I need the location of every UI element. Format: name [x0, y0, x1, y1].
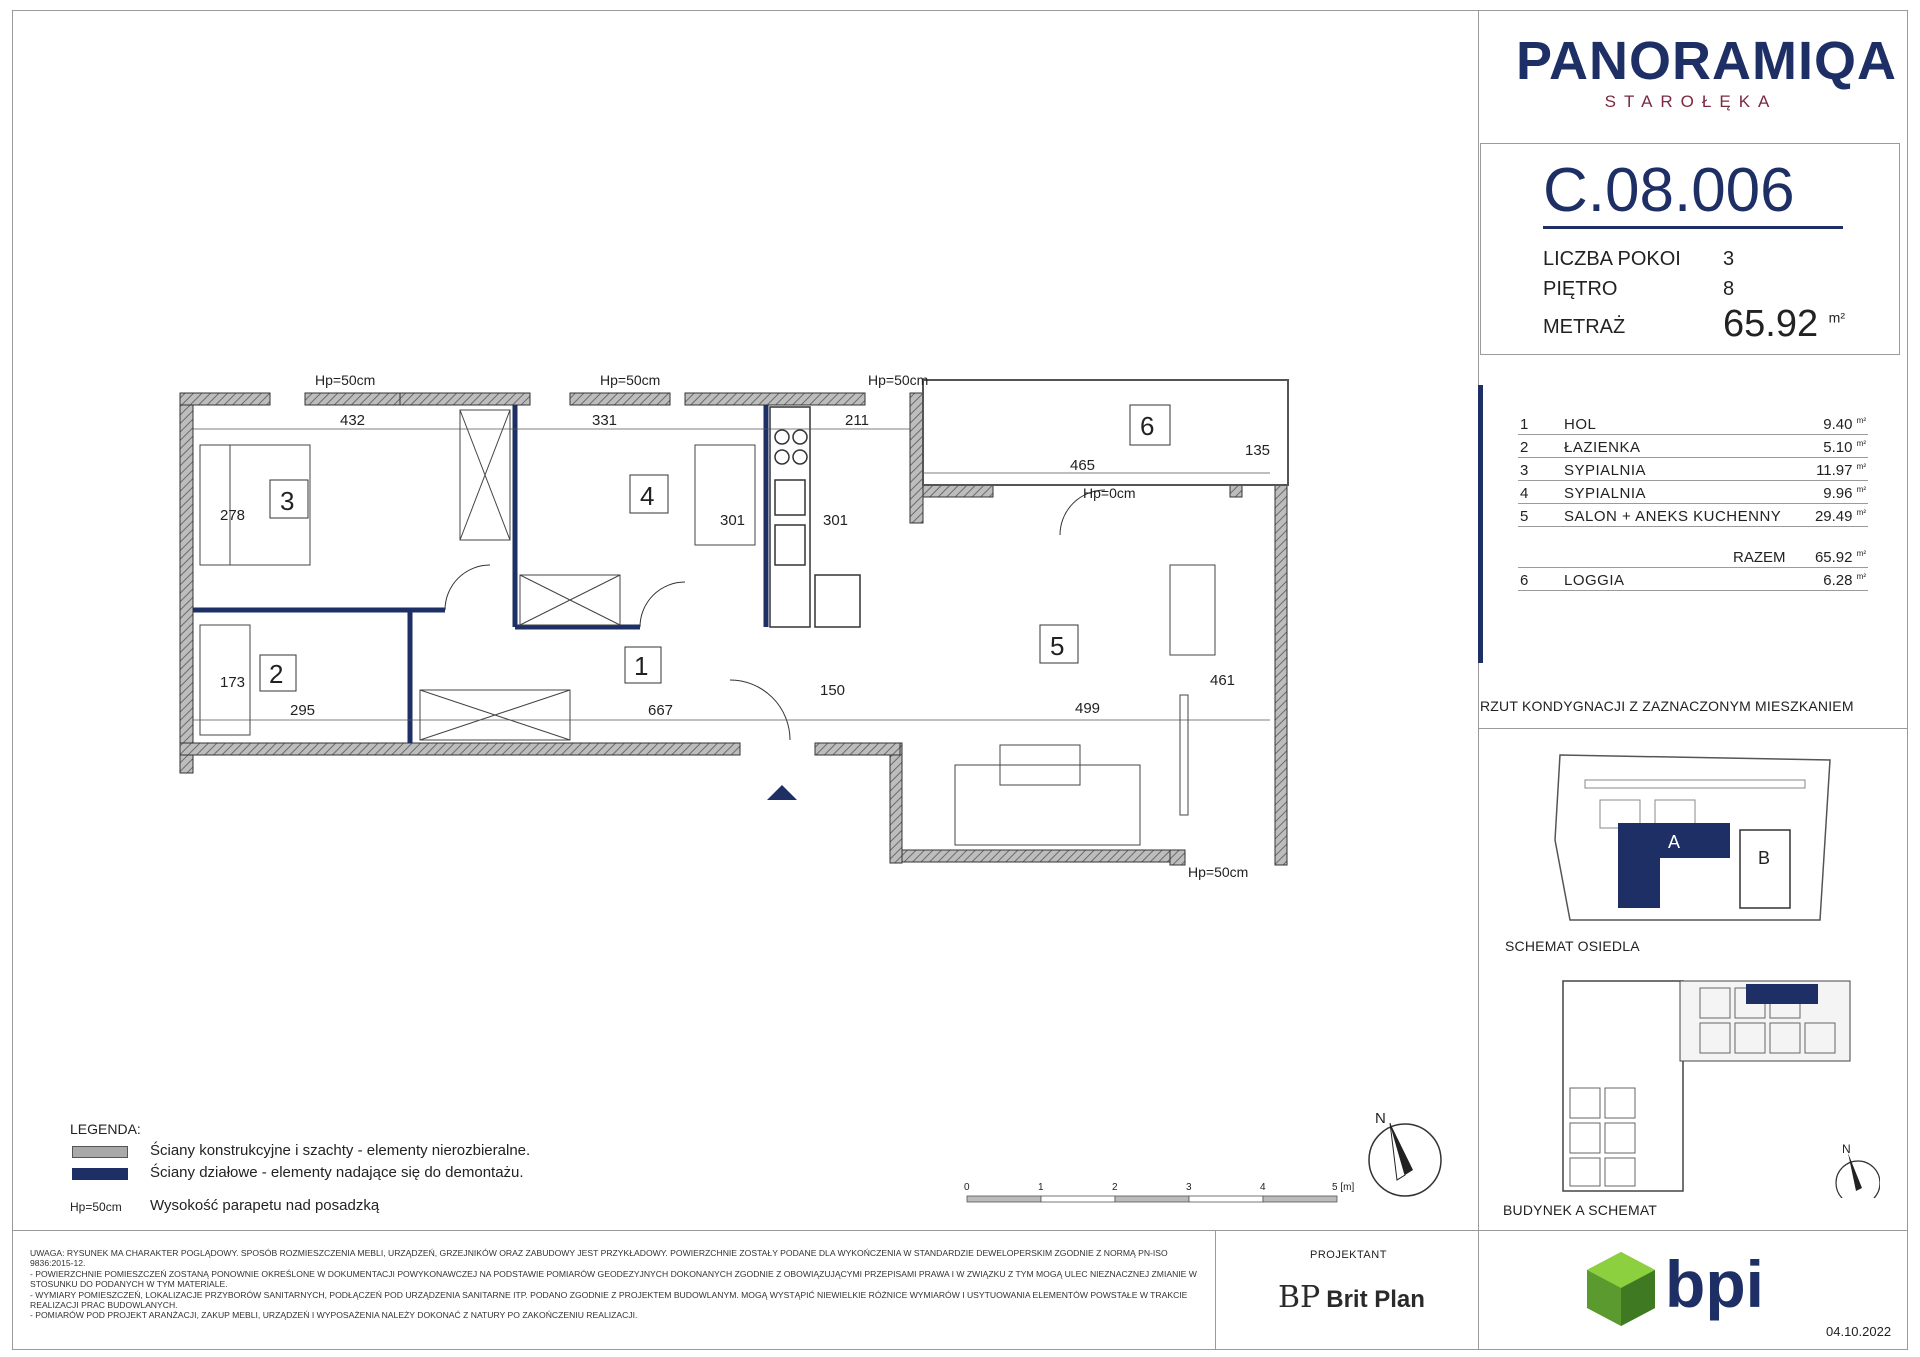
building-a-label: A: [1668, 832, 1681, 852]
note-line: - POWIERZCHNIE POMIESZCZEŃ ZOSTANĄ PONOWNIE OKREŚLONE W DOKUMENTACJI POWYKONAWCZEJ NA PODSTAWIE POMIARÓW GEODEZYJNYCH DOKONANYCH ZGODNIE Z OBOWIĄZUJĄCYMI PRZEPISAMI PRAWA I W ZWIĄZKU Z TYM MOGĄ ULEC NIEZNACZNEJ ZMIANIE W STOSUNKU DO PODANYCH W TYM MATERIALE.: [30, 1268, 1197, 1290]
room-area-value: 9.96: [1823, 485, 1853, 502]
floor-label: PIĘTRO: [1543, 278, 1618, 300]
room-number-2: 2: [269, 659, 284, 689]
room-num: 1: [1520, 416, 1529, 433]
room-area-value: 5.10: [1823, 439, 1853, 456]
legend-structural-text: Ściany konstrukcyjne i szachty - elementy nierozbieralne.: [150, 1142, 531, 1159]
total-area-unit: m²: [1856, 549, 1866, 558]
room-num: 4: [1520, 485, 1529, 502]
room-name: ŁAZIENKA: [1564, 439, 1641, 456]
disclaimer-notes: [30, 1248, 1200, 1321]
footer-divider: [12, 1230, 1908, 1231]
schema-divider: [1478, 728, 1908, 729]
rooms-table-accent-bar: [1478, 385, 1483, 663]
dim-text: 499: [1075, 700, 1101, 717]
room-row: [1518, 413, 1868, 435]
north-arrow: [1355, 1105, 1455, 1205]
partition-walls: [193, 405, 766, 743]
scale-bar: [965, 1192, 1345, 1212]
north-label-small: N: [1842, 1142, 1851, 1156]
north-label: N: [1375, 1110, 1386, 1127]
sill-label: Hp=50cm: [600, 372, 661, 388]
loggia-row: [1518, 569, 1868, 591]
room-area-value: 29.49: [1814, 508, 1853, 525]
room-num: 3: [1520, 462, 1529, 479]
room-labels: [260, 405, 1170, 691]
rooms-count-value: 3: [1723, 248, 1735, 270]
dim-text: 135: [1245, 442, 1271, 459]
room-name: SALON + ANEKS KUCHENNY: [1564, 508, 1782, 525]
brand-location: STAROŁĘKA: [1604, 92, 1778, 111]
dimension-lines: [193, 429, 1270, 720]
document-date: 04.10.2022: [1826, 1324, 1892, 1339]
loggia-name: LOGGIA: [1564, 572, 1625, 589]
room-row: [1518, 459, 1868, 481]
legend-sill-text: Wysokość parapetu nad posadzką: [150, 1197, 380, 1214]
dim-text: 461: [1210, 672, 1236, 689]
structural-walls: [180, 393, 1287, 865]
room-area: [1823, 416, 1866, 433]
room-area-unit: m²: [1856, 485, 1866, 494]
building-b-shape: [1740, 830, 1790, 908]
dim-text: 173: [220, 674, 246, 691]
area-unit: m²: [1828, 309, 1845, 326]
rooms-count-label: LICZBA POKOI: [1543, 248, 1681, 270]
room-number-5: 5: [1050, 631, 1065, 661]
architect-name: Brit Plan: [1326, 1286, 1425, 1313]
estate-schema-label: SCHEMAT OSIEDLA: [1505, 938, 1640, 954]
dim-text: 432: [340, 412, 366, 429]
entrance-arrow: [767, 785, 797, 800]
dim-text: 667: [648, 702, 674, 719]
loggia-outline: [923, 380, 1288, 485]
total-area: [1815, 549, 1866, 566]
building-schema: [1560, 978, 1880, 1198]
note-line: UWAGA: RYSUNEK MA CHARAKTER POGLĄDOWY. SPOSÓB ROZMIESZCZENIA MEBLI, URZĄDZEŃ, GRZEJNIKÓW ORAZ ZABUDOWY JEST PRZYKŁADOWY. POWIERZCHNIE ZOSTAŁY PODANE DLA WYKOŃCZENIA W STANDARDZIE DEWELOPERSKIM ZGODNIE Z NORMĄ PN-ISO 9836:2015-12.: [30, 1248, 1168, 1269]
loggia-num: 6: [1520, 572, 1529, 589]
dim-text: 301: [823, 512, 849, 529]
legend-partition-swatch: [72, 1168, 128, 1180]
room-area-unit: m²: [1856, 416, 1866, 425]
scale-tick: 1: [1038, 1182, 1044, 1193]
dim-text: 211: [845, 412, 869, 429]
dim-text: 278: [220, 507, 246, 524]
total-area-value: 65.92: [1814, 549, 1853, 566]
sill-label: Hp=50cm: [868, 372, 929, 388]
total-row: [1518, 546, 1868, 568]
architect-logo: [1278, 1280, 1425, 1315]
dimension-labels: [220, 412, 1270, 719]
room-row: [1518, 505, 1868, 527]
footer-divider-1: [1215, 1230, 1216, 1350]
scale-tick: 0: [964, 1182, 970, 1193]
note-line: - WYMIARY POMIESZCZEŃ, LOKALIZACJE PRZYBORÓW SANITARNYCH, PODŁĄCZEŃ POD URZĄDZENIA SANITARNE ITP. PODANO ZGODNIE Z PROJEKTEM BUDOWLANYM. MOGĄ WYSTĄPIĆ NIEWIELKIE RÓŻNICE WYMIARÓW I USYTUOWANIA ELEMENTÓW POWSTAŁE W TRAKCIE REALIZACJI PRAC BUDOWLANYCH.: [30, 1289, 1188, 1311]
room-area-unit: m²: [1856, 462, 1866, 471]
architect-mark: BP: [1278, 1280, 1321, 1315]
dim-text: 295: [290, 702, 316, 719]
apartment-code: C.08.006: [1543, 156, 1795, 225]
scale-tick: 2: [1112, 1182, 1118, 1193]
highlighted-apartment: [1746, 984, 1818, 1004]
note-line: - POMIARÓW POD PROJEKT ARANŻACJI, ZAKUP MEBLI, URZĄDZEŃ I WYPOSAŻENIA NALEŻY DOKONAĆ Z NATURY PO ZAKOŃCZENIU REALIZACJI.: [30, 1310, 638, 1321]
room-num: 2: [1520, 439, 1529, 456]
room-area-value: 9.40: [1823, 416, 1853, 433]
building-b-label: B: [1758, 848, 1771, 868]
legend-sill-abbr: Hp=50cm: [70, 1200, 122, 1214]
building-schema-label: BUDYNEK A SCHEMAT: [1503, 1202, 1658, 1218]
apartment-code-underline: [1543, 226, 1843, 229]
room-number-4: 4: [640, 481, 655, 511]
dim-text: 331: [592, 412, 618, 429]
room-number-6: 6: [1140, 411, 1155, 441]
estate-parking: [1585, 780, 1805, 788]
area-value-block: [1723, 303, 1845, 346]
legend-partition-text: Ściany działowe - elementy nadające się do demontażu.: [150, 1164, 524, 1181]
brand-logo: PANORAMIQA: [1516, 31, 1897, 91]
footer-divider-2: [1478, 1230, 1479, 1350]
loggia-area-value: 6.28: [1823, 572, 1853, 589]
room-name: SYPIALNIA: [1564, 462, 1647, 479]
area-value: 65.92: [1723, 303, 1819, 345]
schema-section-title: RZUT KONDYGNACJI Z ZAZNACZONYM MIESZKANIEM: [1480, 698, 1854, 714]
room-number-1: 1: [634, 651, 649, 681]
total-label: RAZEM: [1733, 549, 1786, 566]
scale-tick: 5 [m]: [1332, 1182, 1355, 1193]
loggia-area-unit: m²: [1856, 572, 1866, 581]
dim-text: 301: [720, 512, 746, 529]
building-outline: [1563, 981, 1683, 1191]
room-name: HOL: [1564, 416, 1597, 433]
scale-tick: 4: [1260, 1182, 1266, 1193]
building-rooms: [1570, 988, 1835, 1186]
area-label: METRAŻ: [1543, 316, 1626, 338]
sill-label: Hp=0cm: [1083, 485, 1136, 501]
scale-tick: 3: [1186, 1182, 1192, 1193]
sill-labels: [315, 372, 1248, 880]
projektant-label: PROJEKTANT: [1310, 1249, 1387, 1261]
room-row: [1518, 436, 1868, 458]
room-number-3: 3: [280, 486, 295, 516]
estate-schema: [1500, 740, 1860, 930]
room-area-unit: m²: [1856, 508, 1866, 517]
legend-structural-swatch: [72, 1146, 128, 1158]
room-area: [1823, 439, 1866, 456]
developer-logo: bpi: [1665, 1247, 1764, 1321]
floor-plan: [170, 365, 1310, 895]
room-area: [1823, 485, 1866, 502]
room-num: 5: [1520, 508, 1529, 525]
room-area-value: 11.97: [1816, 462, 1853, 479]
sill-label: Hp=50cm: [315, 372, 376, 388]
sill-label: Hp=50cm: [1188, 864, 1249, 880]
floor-value: 8: [1723, 278, 1735, 300]
room-area: [1816, 462, 1866, 479]
loggia-area: [1823, 572, 1866, 589]
dim-text: 150: [820, 682, 846, 699]
developer-cube-icon: [1585, 1250, 1657, 1328]
legend-title: LEGENDA:: [70, 1121, 141, 1137]
room-area: [1815, 508, 1866, 525]
north-arrow-small: [1848, 1153, 1862, 1191]
dim-text: 465: [1070, 457, 1096, 474]
room-name: SYPIALNIA: [1564, 485, 1647, 502]
room-row: [1518, 482, 1868, 504]
room-area-unit: m²: [1856, 439, 1866, 448]
